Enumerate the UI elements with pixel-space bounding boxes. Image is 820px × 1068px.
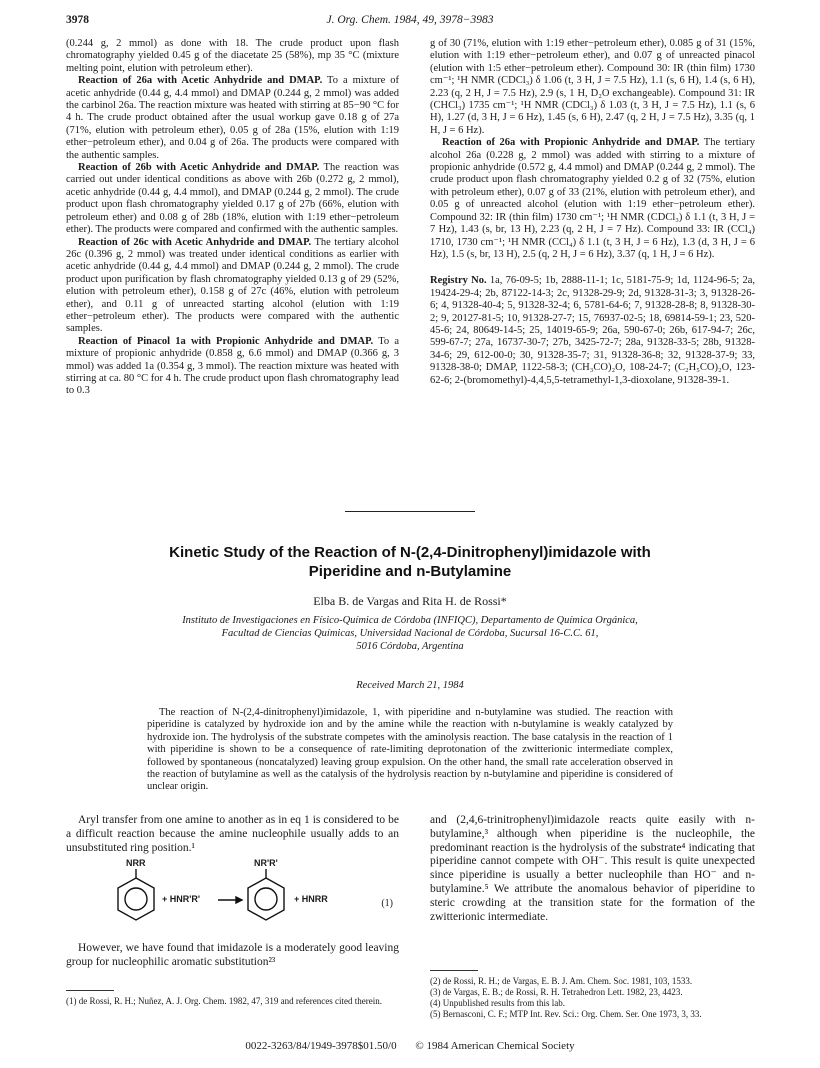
reaction-arrow-icon [218,897,242,903]
paragraph: Reaction of 26a with Propionic Anhydride and DMAP. The tertiary alcohol 26a (0.228 g, 2 mmol) was added with stirring to a mixture of propionic anhydride (0.572 g, 4.4 mmol) and DMAP (0.244 g, 2 mmol). The crude product upon flash chromatography yielded 0.2 g of 32 (75%, elution with petroleum ether), 0.07 g of 33 (21%, elution with petroleum ether), and 0.05 g of unreacted alcohol (elution with 1:19 ether−petroleum ether). Compound 32: IR (thin film) 1730 cm⁻¹; ¹H NMR (CDCl₃) δ 1.1 (t, 3 H, J = 7 Hz), 1.43 (s, br, 13 H), 2.23 (q, 2 H, J = 7 Hz). Compound 33: IR (CCl₄) 1710, 1730 cm⁻¹; ¹H NMR (CCl₄) δ 1.1 (t, 3 H, J = 6 Hz), 1.3 (d, 3 H, J = 6 Hz), 1.5 (s, br, 13 H), 2.5 (q, 2 H, J = 6 Hz), 3.37 (q, 1 H, J = 6 Hz). [430,137,755,260]
running-header [66,14,754,30]
footnote-rule [66,990,114,991]
page-number: 3978 [66,14,89,26]
reaction-equation [66,860,399,938]
registry-numbers: Registry No. 1a, 76-09-5; 1b, 2888-11-1; 1c, 5181-75-9; 1d, 1124-96-5; 2a, 19424-29-4; 2b, 87122-14-3; 2c, 91328-29-9; 2d, 91328-31-3; 3, 91328-26-6; 4, 91328-40-4; 5, 91328-32-4; 6, 5781-64-6; 7, 91328-28-8; 8, 91328-30-2; 9, 20127-81-5; 10, 91328-27-7; 15, 76937-02-5; 18, 69814-59-1; 23, 520-45-6; 24, 80649-14-5; 25, 14019-65-9; 26a, 590-67-0; 26b, 617-94-7; 26c, 599-67-7; 27a, 16737-30-7; 27b, 3425-72-7; 28a, 91328-33-5; 28b, 91328-34-6; 29, 612-00-0; 30, 91328-35-7; 31, 91328-36-8; 32, 91328-37-9; 33, 91328-38-0; DMAP, 1122-58-3; (CH₃CO)₂O, 108-24-7; (C₂H₅CO)₂O, 123-62-6; 2-(bromomethyl)-4,4,5,5-tetramethyl-1,3-dioxolane, 91328-39-1. [430,275,755,386]
footnote: (2) de Rossi, R. H.; de Vargas, E. B. J. Am. Chem. Soc. 1981, 103, 1533. [430,976,693,986]
benzene-ring-icon [118,869,154,920]
footnotes-right [430,976,755,1020]
paragraph: Reaction of 26c with Acetic Anhydride and DMAP. The tertiary alcohol 26c (0.396 g, 2 mmol) was treated under identical conditions as earlier with acetic anhydride (0.44 g, 4.4 mmol) and DMAP (0.244 g, 2 mmol). The crude product upon purification by flash chromatography yielded 0.13 g of 29 (52%, elution with petroleum ether), 0.158 g of 27c (46%, elution with petroleum ether), and 0.11 g of unreacted starting alcohol (elution with 1:19 ether−petroleum ether). The products were compared with the authentic samples. [66,236,399,335]
paragraph: (0.244 g, 2 mmol) as done with 18. The crude product upon flash chromatography yielded 0.45 g of the diacetate 25 (58%), mp 35 °C (mixture melting point, elution with petroleum ether). [66,38,399,74]
reactant-label: NRR [126,858,146,868]
paragraph: Aryl transfer from one amine to another as in eq 1 is considered to be a difficult reaction because the amine nucleophile usually adds to an unsubstituted ring position.¹ [66,814,399,854]
product-label: NR'R' [254,858,278,868]
paragraph: and (2,4,6-trinitrophenyl)imidazole reacts quite easily with n-butylamine,³ although when piperidine is the nucleophile, the predominant reaction is the hydrolysis of the substrate⁴ indicating that piperidine cannot compete with OH⁻. This result is quite unexpected since piperidine is usually a better nucleophile than HO⁻ and n-butylamine.⁵ We attribute the anomalous behavior of piperidine to steric crowding at the transition state for the formation of the zwitterionic intermediate. [430,814,755,923]
copyright: © 1984 American Chemical Society [415,1040,575,1052]
abstract: The reaction of N-(2,4-dinitrophenyl)imidazole, 1, with piperidine and n-butylamine was studied. The reaction with piperidine is catalyzed by hydroxide ion and by the amine while the reaction with n-butylamine is weakly catalyzed by hydroxide ion. The hydrolysis of the substrate competes with the aminolysis reaction. The base catalysis in the reaction of 1 with piperidine is shown to be a consequence of rate-limiting deprotonation of the zwitterionic intermediate complex, followed by spontaneous (noncatalyzed) leaving group expulsion. On the other hand, the small rate acceleration observed in the reaction of butylamine as well as the catalysis of the hydrolysis reaction by n-butylamine and piperidine is considered of unclear origin. [147,707,673,793]
equation-drawing [66,860,399,938]
footnote: (4) Unpublished results from this lab. [430,998,565,1008]
section-divider [345,511,475,512]
paragraph: Reaction of Pinacol 1a with Propionic Anhydride and DMAP. To a mixture of propionic anhydride (0.858 g, 6.6 mmol) and DMAP (0.366 g, 3 mmol) was added 1a (0.354 g, 3 mmol). The reaction mixture was heated with stirring at ca. 80 °C for 4 h. The crude product upon flash chromatography lead to 0.3 [66,335,399,397]
paragraph: Reaction of 26b with Acetic Anhydride and DMAP. The reaction was carried out under identical conditions as above with 26b (0.272 g, 2 mmol), acetic anhydride (0.44 g, 4.4 mmol), and DMAP (0.244 g, 2 mmol). The crude product upon flash chromatography yielded 0.17 g of 27b (66%, elution with petroleum ether) and 0.08 g of 28b (18%, elution with 1:19 ether−petroleum ether). The products were compared and confirmed with the authentic samples. [66,162,399,236]
article-authors: Elba B. de Vargas and Rita H. de Rossi* [313,594,507,608]
reagent-label: + HNR'R' [162,894,201,904]
footnote: (1) de Rossi, R. H.; Nuñez, A. J. Org. Chem. 1982, 47, 319 and references cited therein. [66,996,383,1006]
paragraph: However, we have found that imidazole is a moderately good leaving group for nucleophilic aromatic substitution²³ [66,942,399,968]
article-code: 0022-3263/84/1949-3978$01.50/0 [245,1040,397,1052]
right-column-experimental [430,38,755,387]
body-left-column [66,814,399,855]
author-affiliation: Instituto de Investigaciones en Físico-Química de Córdoba (INFIQC), Departamento de Química Orgánica, Facultad de Ciencias Químicas, Universidad Nacional de Córdoba, Sucursal 16-C.C. 61, 5016 Córdoba, Argentina [182,615,638,652]
article-title: Kinetic Study of the Reaction of N-(2,4-Dinitrophenyl)imidazole with Piperidine and n-Butylamine [169,544,651,580]
received-date: Received March 21, 1984 [356,680,464,691]
benzene-ring-icon [248,869,284,920]
paragraph: g of 30 (71%, elution with 1:19 ether−petroleum ether), 0.085 g of 31 (15%, elution with 1:19 ether−petroleum ether), and 0.07 g of unreacted pinacol (elution with 1:5 ether−petroleum ether). Compound 30: IR (thin film) 1730 cm⁻¹; ¹H NMR (CDCl₃) δ 1.06 (t, 3 H, J = 7.5 Hz), 1.1 (s, 6 H), 1.4 (s, 6 H), 2.23 (q, 2 H, J = 7.5 Hz), 2.9 (s, 1 H, D₂O exchangeable). Compound 31: IR (CHCl₃) 1735 cm⁻¹; ¹H NMR (CDCl₃) δ 1.03 (t, 3 H, J = 7.5 Hz), 1.1 (s, 6 H), 1.27 (d, 3 H, J = 6 Hz), 1.45 (s, 6 H), 2.47 (q, 2 H, J = 7.5 Hz), 3.35 (q, 1 H, J = 6 Hz). [430,38,755,136]
page-footer [66,1040,754,1052]
body-left-continued [66,942,399,970]
body-right-column [430,814,755,924]
left-column-experimental [66,38,399,398]
volume-year: 1984, 49, 3978−3983 [393,14,494,26]
footnote-rule [430,970,478,971]
footnote: (3) de Vargas, E. B.; de Rossi, R. H. Tetrahedron Lett. 1982, 23, 4423. [430,987,683,997]
equation-number: (1) [381,898,393,909]
footnotes-left [66,996,399,1007]
footnote: (5) Bernasconi, C. F.; MTP Int. Rev. Sci.: Org. Chem. Ser. One 1973, 3, 33. [430,1009,702,1019]
journal-name: J. Org. Chem. [326,14,391,26]
byproduct-label: + HNRR [294,894,328,904]
paragraph: Reaction of 26a with Acetic Anhydride and DMAP. To a mixture of acetic anhydride (0.44 g, 4.4 mmol) and DMAP (0.244 g, 2 mmol) was added the carbinol 26a. The reaction mixture was heated with stirring at 85−90 °C for 4 h. The crude product obtained after the usual workup gave 0.18 g of 27a (71%, elution with petroleum ether), 0.05 g of 28a (15%, elution with 1:19 ether−petroleum ether), and 0.04 g of 26a. The products were compared with the authentic samples. [66,75,399,161]
